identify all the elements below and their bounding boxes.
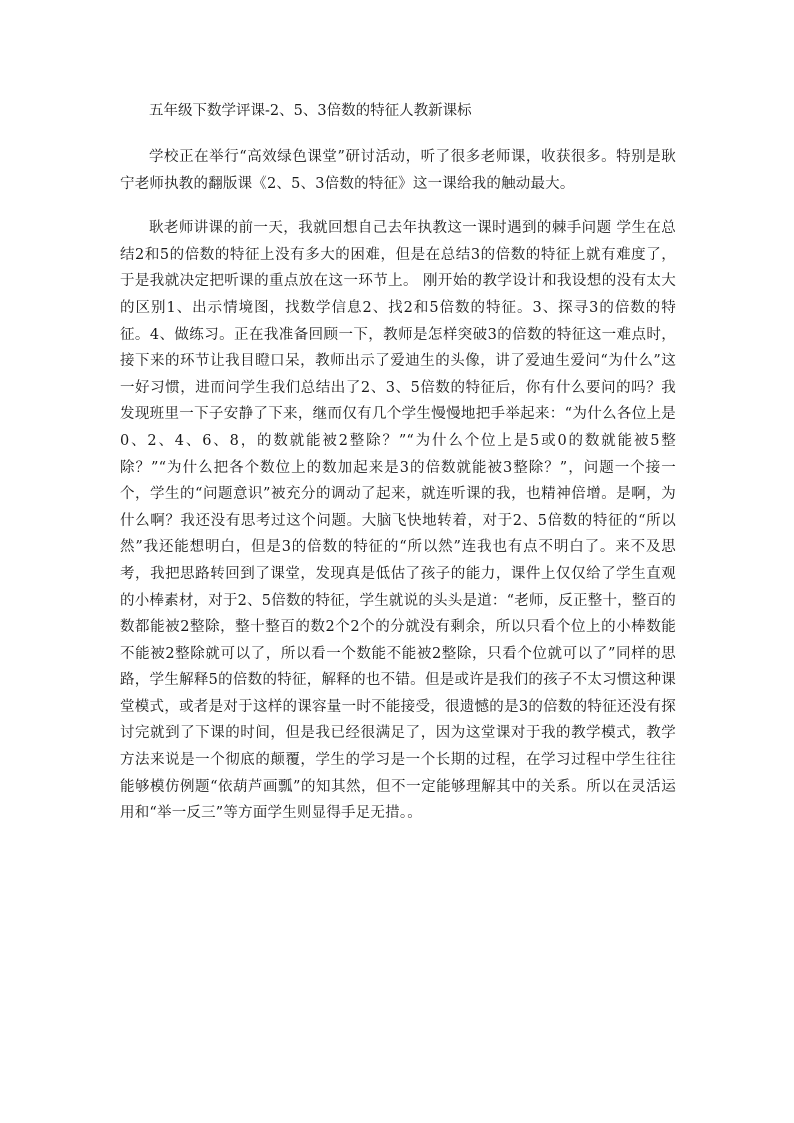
document-body <box>120 98 676 827</box>
document-title: 五年级下数学评课-2、5、3倍数的特征人教新课标 <box>149 103 472 119</box>
paragraph-main: 耿老师讲课的前一天，我就回想自己去年执教这一课时遇到的棘手问题 学生在总结2和5的倍数的特征上没有多大的困难，但是在总结3的倍数的特征上就有难度了，于是我就决定把听课的重点放在这一环节上。 刚开始的教学设计和我设想的没有太大的区别1、出示情境图，找数学信息2、找2和5倍数的特征。3、探寻3的倍数的特征。4、做练习。正在我准备回顾一下，教师是怎样突破3的倍数的特征这一难点时，接下来的环节让我目瞪口呆，教师出示了爱迪生的头像，讲了爱迪生爱问“为什么”这一好习惯，进而问学生我们总结出了2、3、5倍数的特征后，你有什么要问的吗？我发现班里一下子安静了下来，继而仅有几个学生慢慢地把手举起来：“为什么各位上是0、2、4、6、8，的数就能被2整除？”“为什么个位上是5或0的数就能被5整除？”“为什么把各个数位上的数加起来是3的倍数就能被3整除？”，问题一个接一个，学生的“问题意识”被充分的调动了起来，就连听课的我，也精神倍增。是啊，为什么啊？我还没有思考过这个问题。大脑飞快地转着，对于2、5倍数的特征的“所以然”我还能想明白，但是3的倍数的特征的“所以然”连我也有点不明白了。来不及思考，我把思路转回到了课堂，发现真是低估了孩子的能力，课件上仅仅给了学生直观的小棒素材，对于2、5倍数的特征，学生就说的头头是道：“老师，反正整十，整百的数都能被2整除，整十整百的数2个2个的分就没有剩余，所以只看个位上的小棒数能不能被2整除就可以了，所以看一个数能不能被2整除，只看个位就可以了”同样的思路，学生解释5的倍数的特征，解释的也不错。但是或许是我们的孩子不太习惯这种课堂模式，或者是对于这样的课容量一时不能接受，很遗憾的是3的倍数的特征还没有探讨完就到了下课的时间，但是我已经很满足了，因为这堂课对于我的教学模式，教学方法来说是一个彻底的颠覆，学生的学习是一个长期的过程，在学习过程中学生往往能够模仿例题“依葫芦画瓢”的知其然，但不一定能够理解其中的关系。所以在灵活运用和“举一反三”等方面学生则显得手足无措。。 <box>120 220 676 822</box>
spacer <box>120 124 676 144</box>
spacer <box>120 197 676 215</box>
paragraph-intro: 学校正在举行“高效绿色课堂”研讨活动，听了很多老师课，收获很多。特别是耿宁老师执教的翻版课《2、5、3倍数的特征》这一课给我的触动最大。 <box>120 149 676 192</box>
